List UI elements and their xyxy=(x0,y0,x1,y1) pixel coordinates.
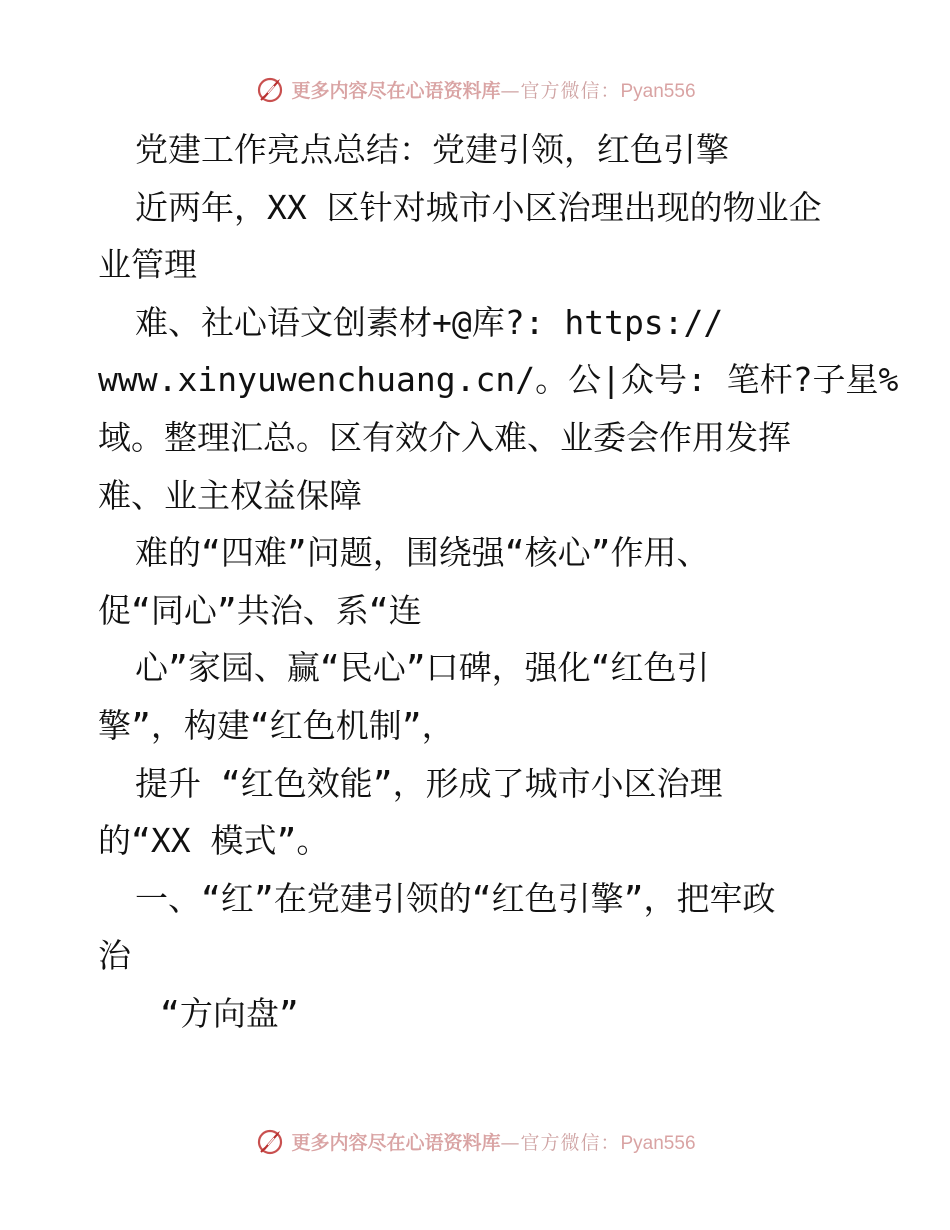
section-heading: 一、“红”在党建引领的“红色引擎”，把牢政 xyxy=(135,878,776,918)
paragraph-line: 心”家园、赢“民心”口碑，强化“红色引 xyxy=(135,648,710,688)
paragraph-line: 促“同心”共治、系“连 xyxy=(98,590,422,630)
document-body xyxy=(98,121,899,1043)
watermark-main-text: 更多内容尽在心语资料库 xyxy=(291,1131,501,1154)
footer-watermark xyxy=(0,1124,950,1158)
quill-pen-logo-icon xyxy=(254,1125,286,1157)
document-title: 党建工作亮点总结：党建引领，红色引擎 xyxy=(135,130,729,169)
watermark-sub-text: 官方微信： xyxy=(520,79,621,102)
watermark-account: Pyan556 xyxy=(620,1132,696,1154)
header-watermark xyxy=(0,72,950,106)
watermark-sub-text: 官方微信： xyxy=(520,1131,621,1154)
paragraph-line: 难、社心语文创素材+@库?: https:// xyxy=(135,302,724,342)
watermark-separator: — xyxy=(500,79,521,102)
paragraph-line: 的“XX 模式”。 xyxy=(98,821,330,861)
paragraph-line: www.xinyuwenchuang.cn/。公|众号: 笔杆?子星% xyxy=(98,360,899,400)
paragraph-line: 提升 “红色效能”，形成了城市小区治理 xyxy=(135,763,723,803)
quill-pen-logo-icon xyxy=(254,73,286,105)
paragraph-line: 业管理 xyxy=(98,245,197,285)
paragraph-line: 域。整理汇总。区有效介入难、业委会作用发挥 xyxy=(98,417,791,457)
paragraph-line: 治 xyxy=(98,936,131,976)
watermark-separator: — xyxy=(500,1131,521,1154)
paragraph-line: 难的“四难”问题，围绕强“核心”作用、 xyxy=(135,533,710,573)
paragraph-line: 难、业主权益保障 xyxy=(98,475,362,515)
paragraph-line: 擎”，构建“红色机制”， xyxy=(98,705,455,745)
watermark-main-text: 更多内容尽在心语资料库 xyxy=(291,79,501,102)
paragraph-line: 近两年，XX 区针对城市小区治理出现的物业企 xyxy=(135,187,822,227)
paragraph-line: “方向盘” xyxy=(160,993,299,1033)
watermark-account: Pyan556 xyxy=(620,80,696,102)
